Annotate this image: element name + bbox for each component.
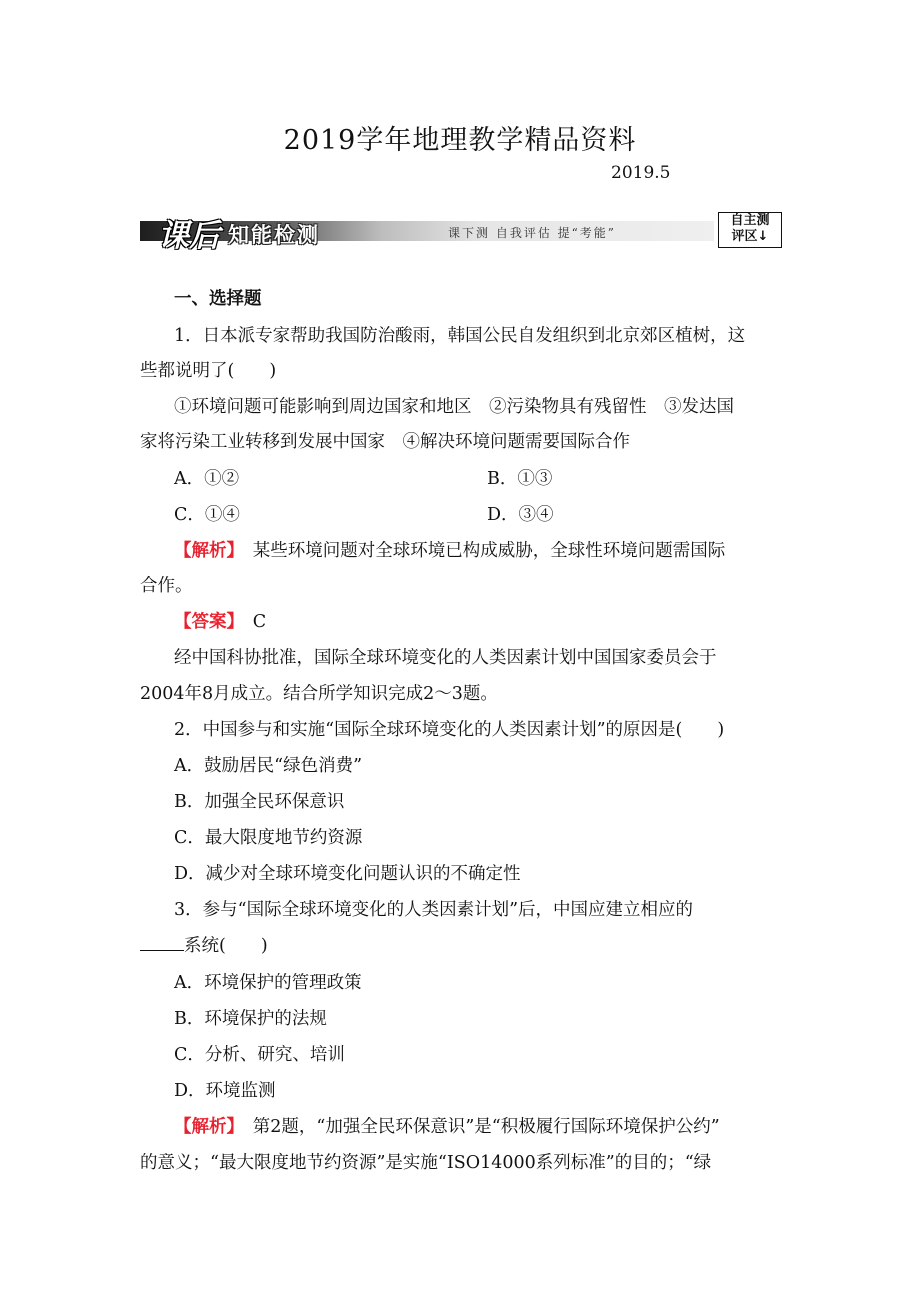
q2-3-analysis-line2: 的意义；“最大限度地节约资源”是实施“ISO14000系列标准”的目的；“绿 bbox=[140, 1153, 712, 1173]
section-banner bbox=[140, 210, 782, 254]
q3-option-c: C．分析、研究、培训 bbox=[174, 1045, 345, 1065]
section-heading: 一、选择题 bbox=[174, 289, 262, 309]
q2-stem: 2．中国参与和实施“国际全球环境变化的人类因素计划”的原因是( ) bbox=[174, 720, 725, 740]
self-test-box-line2: 评区↓ bbox=[731, 229, 769, 244]
analysis-label: 【解析】 bbox=[174, 541, 236, 561]
q2-option-b: B．加强全民环保意识 bbox=[174, 792, 345, 812]
banner-title-small: 知能检测 bbox=[228, 222, 320, 247]
q3-stem-line1: 3．参与“国际全球环境变化的人类因素计划”后，中国应建立相应的 bbox=[174, 900, 694, 920]
q3-option-a: A．环境保护的管理政策 bbox=[174, 973, 362, 993]
banner-title-big: 课后 bbox=[158, 218, 220, 254]
document-title: 2019学年地理教学精品资料 bbox=[283, 125, 637, 156]
q1-option-a: A．①② bbox=[174, 469, 240, 489]
q3-stem-line2-text: 系统( ) bbox=[184, 936, 268, 956]
answer-label: 【答案】 bbox=[174, 612, 236, 632]
banner-gradient-strip bbox=[140, 221, 714, 241]
q1-stem-line2: 些都说明了( ) bbox=[140, 361, 277, 381]
q1-option-b: B．①③ bbox=[487, 469, 553, 489]
analysis-label: 【解析】 bbox=[174, 1117, 236, 1137]
q1-stem-line1: 1．日本派专家帮助我国防治酸雨，韩国公民自发组织到北京郊区植树，这 bbox=[174, 326, 746, 346]
q3-option-b: B．环境保护的法规 bbox=[174, 1009, 327, 1029]
banner-subtitle: 课下测 自我评估 提“考能” bbox=[448, 226, 616, 240]
self-test-box bbox=[718, 212, 782, 248]
q1-answer-value: C bbox=[235, 612, 267, 632]
q3-option-d: D．环境监测 bbox=[174, 1081, 276, 1101]
q1-analysis-line2: 合作。 bbox=[140, 576, 193, 596]
q1-option-d: D．③④ bbox=[487, 505, 554, 525]
q2-3-analysis-line1 bbox=[174, 1113, 720, 1138]
self-test-box-line1: 自主测 bbox=[730, 213, 770, 228]
q2-option-d: D．减少对全球环境变化问题认识的不确定性 bbox=[174, 864, 521, 884]
fill-in-blank bbox=[140, 934, 184, 951]
material-line1: 经中国科协批准，国际全球环境变化的人类因素计划中国国家委员会于 bbox=[174, 648, 717, 668]
material-line2: 2004年8月成立。结合所学知识完成2～3题。 bbox=[140, 684, 498, 704]
q1-option-c: C．①④ bbox=[174, 505, 240, 525]
q1-analysis-line1 bbox=[174, 537, 725, 562]
q1-answer bbox=[174, 608, 266, 633]
q1-statements-line2: 家将污染工业转移到发展中国家 ④解决环境问题需要国际合作 bbox=[140, 432, 630, 452]
q2-option-a: A．鼓励居民“绿色消费” bbox=[174, 756, 363, 776]
q2-option-c: C．最大限度地节约资源 bbox=[174, 828, 363, 848]
q1-statements-line1: ①环境问题可能影响到周边国家和地区 ②污染物具有残留性 ③发达国 bbox=[174, 397, 734, 417]
q3-stem-line2 bbox=[140, 932, 268, 957]
q1-analysis-text: 某些环境问题对全球环境已构成威胁，全球性环境问题需国际 bbox=[235, 541, 726, 561]
q2-3-analysis-text: 第2题，“加强全民环保意识”是“积极履行国际环境保护公约” bbox=[235, 1117, 720, 1137]
document-date: 2019.5 bbox=[611, 163, 671, 183]
